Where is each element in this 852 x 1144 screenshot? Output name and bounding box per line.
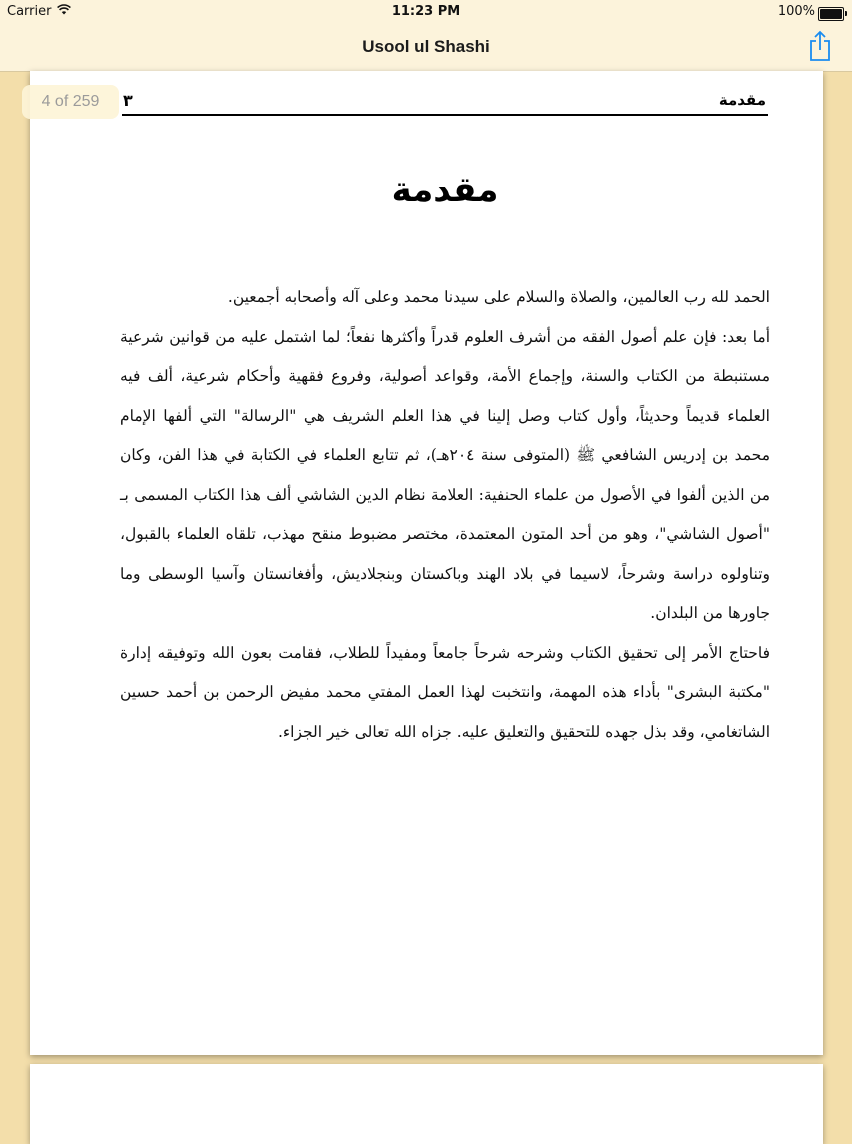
top-bar: [0, 0, 852, 72]
running-header-title: مقدمة: [718, 91, 766, 109]
share-icon: [807, 47, 833, 66]
page-counter: 4 of 259: [22, 85, 119, 119]
status-bar: [0, 0, 852, 24]
paragraph: فاحتاج الأمر إلى تحقيق الكتاب وشرحه شرحاً جامعاً ومفيداً للطلاب، فقامت بعون الله وتوفيقه إدارة "مكتبة البشرى" بأداء هذه المهمة، وانتخبت لهذا العمل المفتي محمد مفيض الرحمن بن أحمد حسين الشاتغامي، وقد بذل جهده للتحقيق والتعليق عليه. جزاه الله تعالى خير الجزاء.: [120, 643, 770, 741]
battery-percent: 100%: [777, 4, 815, 19]
battery-icon: [818, 7, 844, 21]
carrier-label: Carrier: [7, 4, 52, 19]
next-book-page[interactable]: [30, 1064, 823, 1144]
nav-title: Usool ul Shashi: [362, 37, 490, 56]
status-time: 11:23 PM: [391, 4, 461, 19]
paragraph: الحمد لله رب العالمين، والصلاة والسلام على سيدنا محمد وعلى آله وأصحابه أجمعين.: [227, 288, 770, 306]
running-header: [122, 88, 768, 116]
running-header-page-number: ٣: [123, 91, 133, 110]
chapter-title: مقدمة: [391, 170, 499, 210]
share-button[interactable]: [807, 30, 833, 62]
paragraph: أما بعد: فإن علم أصول الفقه من أشرف العلوم قدراً وأكثرها نفعاً؛ لما اشتمل عليه من قوانين شرعية مستنبطة من الكتاب والسنة، وإجماع الأمة، وقواعد أصولية، وفروع فقهية وأحكام شرعية، ألف فيه العلماء قديماً وحديثاً، وأول كتاب وصل إلينا في هذا العلم الشريف هي "الرسالة" التي ألفها الإمام محمد بن إدريس الشافعي ﷺ (المتوفى سنة ٢٠٤هـ)، ثم تتابع العلماء في الكتابة في هذا الفن، وكان من الذين ألفوا في الأصول من علماء الحنفية: العلامة نظام الدين الشاشي ألف هذا الكتاب المسمى بـ "أصول الشاشي"، وهو من أحد المتون المعتمدة، مختصر مضبوط منقح مهذب، تلقاه العلماء بالقبول، وتناولوه دراسة وشرحاً، لاسيما في بلاد الهند وباكستان وبنجلاديش، وأفغانستان وآسيا الوسطى وما جاورها من البلدان.: [120, 327, 770, 622]
nav-bar: [0, 24, 852, 70]
page-body: [120, 278, 770, 752]
battery-fill: [820, 9, 842, 19]
